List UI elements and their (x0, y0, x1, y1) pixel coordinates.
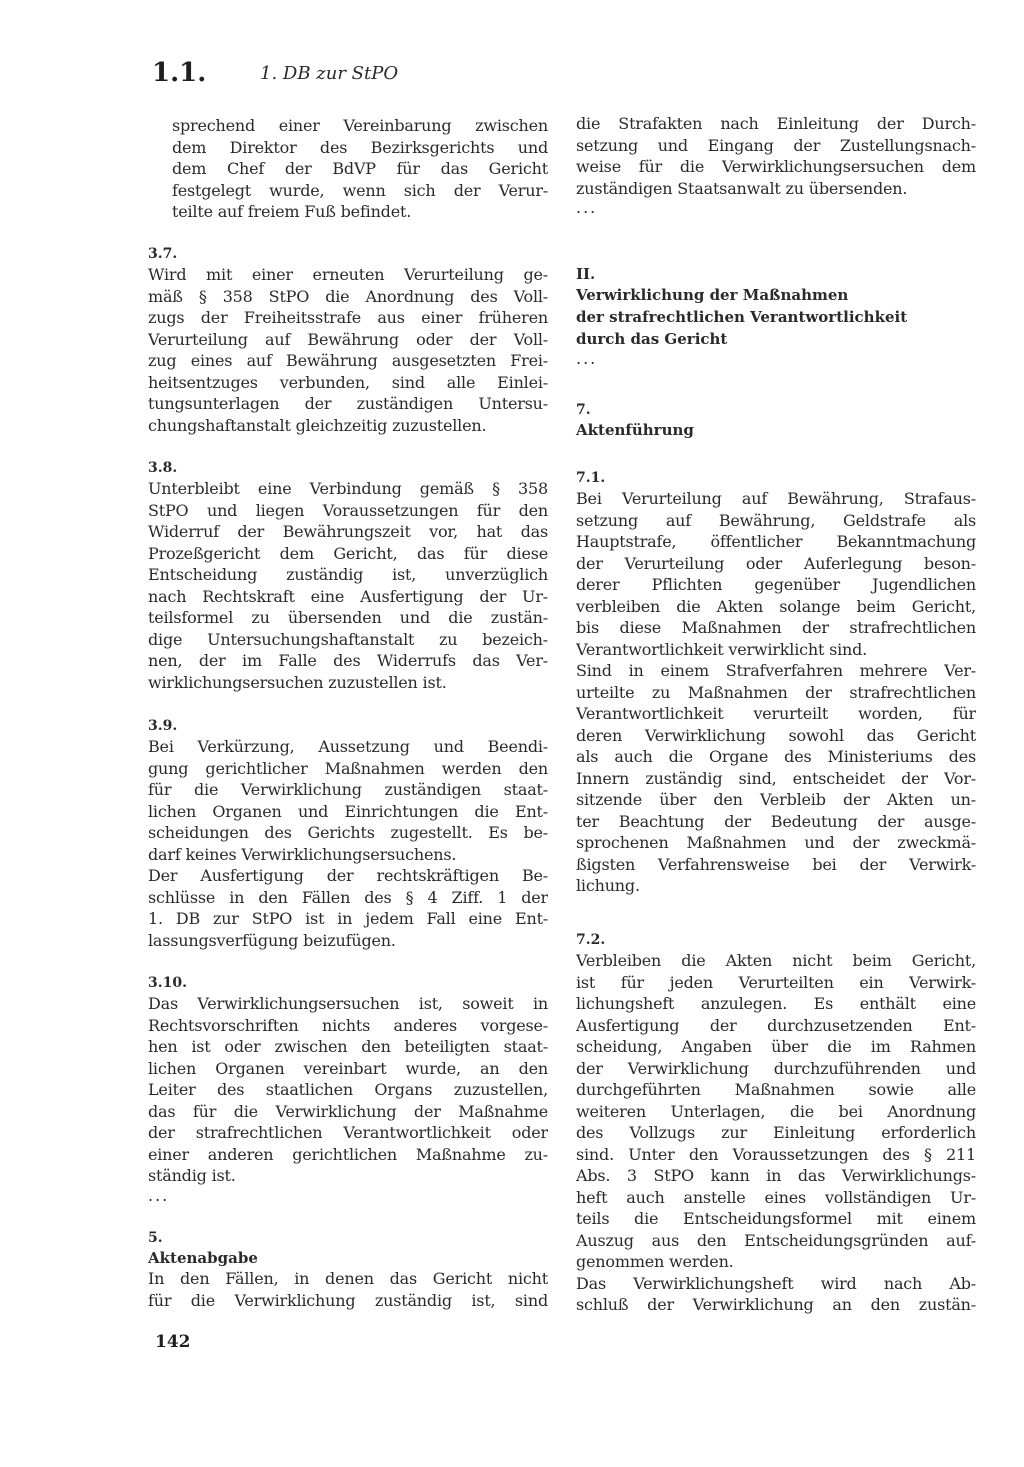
text-line: deren Verwirklichung sowohl das Gericht (576, 725, 976, 745)
page-number: 142 (155, 1332, 191, 1352)
text-line: verbleiben die Akten solange beim Gericht, (576, 596, 976, 616)
section-heading: 3.8. (148, 460, 178, 476)
text-line: Sind in einem Strafverfahren mehrere Ver- (576, 661, 976, 680)
text-line: lichen Organen vereinbart wurde, an den (148, 1058, 548, 1078)
ellipsis: ... (148, 1185, 170, 1205)
text-line: Verbleiben die Akten nicht beim Gericht, (576, 951, 976, 970)
text-line: festgelegt wurde, wenn sich der Verur- (172, 180, 548, 200)
text-line: ßigsten Verfahrensweise bei der Verwirk- (576, 854, 976, 874)
part-heading: II. (576, 265, 596, 283)
text-line: dem Direktor des Bezirksgerichts und (172, 137, 548, 157)
text-line: der Verurteilung oder Auferlegung beson- (576, 553, 976, 573)
text-line: zug eines auf Bewährung ausgesetzten Frei- (148, 351, 548, 370)
text-line: die Strafakten nach Einleitung der Durch- (576, 114, 976, 133)
text-line: Ausfertigung der durchzusetzenden Ent- (576, 1015, 976, 1035)
text-line: ter Beachtung der Bedeutung der ausge- (576, 811, 976, 831)
text-line: zugs der Freiheitsstrafe aus einer früheren (148, 308, 548, 327)
ellipsis: ... (576, 349, 598, 368)
text-line: lichungsheft anzulegen. Es enthält eine (576, 994, 976, 1013)
section-heading: 3.7. (148, 246, 178, 262)
text-line: Wird mit einer erneuten Verurteilung ge- (148, 265, 548, 284)
text-line: 1. DB zur StPO ist in jedem Fall eine Ent- (148, 909, 548, 928)
text-line: sprochenen Maßnahmen und der zweckmä- (576, 833, 976, 852)
text-line: ständig ist. (148, 1166, 236, 1185)
text-line: teilsformel zu übersenden und die zustän- (148, 608, 548, 627)
section-5 (148, 1228, 548, 1311)
section-title: Aktenführung (576, 421, 694, 439)
text-line: einer anderen gerichtlichen Maßnahme zu- (148, 1144, 548, 1164)
text-line: bis diese Maßnahmen der strafrechtlichen (576, 618, 976, 637)
text-line: Das Verwirklichungsersuchen ist, soweit in (148, 994, 548, 1013)
text-line: mäß § 358 StPO die Anordnung des Voll- (148, 286, 548, 306)
text-line: sitzende über den Verbleib der Akten un- (576, 790, 976, 809)
text-line: Unterbleibt eine Verbindung gemäß § 358 (148, 479, 548, 498)
section-heading: 7.1. (576, 470, 606, 486)
text-line: Leiter des staatlichen Organs zuzustellen, (148, 1080, 548, 1099)
section-7 (576, 400, 976, 440)
text-line: Rechtsvorschriften nichts anderes vorgese- (148, 1015, 548, 1035)
section-heading: 3.9. (148, 718, 178, 734)
section-heading: 5. (148, 1230, 163, 1246)
text-line: schlüsse in den Fällen des § 4 Ziff. 1 der (148, 887, 548, 907)
left-intro-paragraph (148, 115, 548, 223)
section-7-1 (576, 468, 976, 897)
text-line: teilte auf freiem Fuß befindet. (172, 202, 412, 221)
text-line: schluß der Verwirklichung an den zustän- (576, 1295, 976, 1314)
right-intro-paragraph (576, 113, 976, 217)
text-line: weiteren Unterlagen, die bei Anordnung (576, 1101, 976, 1121)
text-line: Widerruf der Bewährungszeit vor, hat das (148, 522, 548, 541)
text-line: nach Rechtskraft eine Ausfertigung der Ur- (148, 586, 548, 606)
text-line: für die Verwirklichung zuständigen staat- (148, 780, 548, 799)
text-line: Entscheidung zuständig ist, unverzüglich (148, 565, 548, 584)
part-ii (576, 264, 976, 368)
text-line: scheidungen des Gerichts zugestellt. Es be- (148, 823, 548, 842)
text-line: für die Verwirklichung zuständig ist, sind (148, 1290, 548, 1310)
text-line: der Verwirklichung durchzuführenden und (576, 1058, 976, 1078)
text-line: Das Verwirklichungsheft wird nach Ab- (576, 1273, 976, 1293)
text-line: dem Chef der BdVP für das Gericht (172, 159, 548, 178)
text-line: lichen Organen und Einrichtungen die Ent- (148, 801, 548, 821)
text-line: teils die Entscheidungsformel mit einem (576, 1209, 976, 1228)
text-line: Abs. 3 StPO kann in das Verwirklichungs- (576, 1166, 976, 1185)
text-line: genommen werden. (576, 1252, 734, 1271)
text-line: urteilte zu Maßnahmen der strafrechtlichen (576, 682, 976, 702)
text-line: Bei Verkürzung, Aussetzung und Beendi- (148, 737, 548, 756)
part-title-line: der strafrechtlichen Verantwortlichkeit (576, 308, 908, 326)
text-line: sprechend einer Vereinbarung zwischen (172, 116, 548, 135)
text-line: setzung auf Bewährung, Geldstrafe als (576, 510, 976, 530)
text-line: lassungsverfügung beizufügen. (148, 930, 396, 950)
text-line: Prozeßgericht dem Gericht, das für diese (148, 543, 548, 563)
text-line: Bei Verurteilung auf Bewährung, Strafaus- (576, 489, 976, 508)
text-line: Der Ausfertigung der rechtskräftigen Be- (148, 866, 548, 885)
text-line: das für die Verwirklichung der Maßnahme (148, 1101, 548, 1121)
text-line: der strafrechtlichen Verantwortlichkeit oder (148, 1123, 548, 1142)
section-3-8 (148, 458, 548, 693)
text-line: ist für jeden Verurteilten ein Verwirk- (576, 972, 976, 992)
text-line: sind. Unter den Voraussetzungen des § 211 (576, 1144, 976, 1164)
text-line: nen, der im Falle des Widerrufs das Ver- (148, 651, 548, 670)
text-line: Verantwortlichkeit verurteilt worden, für (576, 704, 976, 723)
text-line: Hauptstrafe, öffentlicher Bekanntmachung (576, 532, 976, 551)
text-line: StPO und liegen Voraussetzungen für den (148, 500, 548, 520)
text-line: chungshaftanstalt gleichzeitig zuzustellen. (148, 415, 487, 435)
section-3-9 (148, 716, 548, 951)
text-line: des Vollzugs zur Einleitung erforderlich (576, 1123, 976, 1142)
text-line: zuständigen Staatsanwalt zu übersenden. (576, 178, 908, 198)
text-line: Auszug aus den Entscheidungsgründen auf- (576, 1230, 976, 1250)
text-line: lichung. (576, 876, 640, 895)
text-line: darf keines Verwirklichungsersuchens. (148, 844, 457, 864)
text-line: heitsentzuges verbunden, sind alle Einlei- (148, 372, 548, 392)
section-title: Aktenabgabe (148, 1249, 258, 1267)
header-section-number: 1.1. (152, 58, 207, 88)
section-heading: 3.10. (148, 975, 187, 991)
text-line: wirklichungsersuchen zuzustellen ist. (148, 672, 447, 692)
section-3-7 (148, 244, 548, 436)
text-line: als auch die Organe des Ministeriums des (576, 747, 976, 766)
section-3-10 (148, 973, 548, 1205)
section-7-2 (576, 930, 976, 1316)
text-line: derer Pflichten gegenüber Jugendlichen (576, 575, 976, 594)
ellipsis: ... (576, 198, 598, 217)
text-line: Verurteilung auf Bewährung oder der Voll- (148, 329, 548, 349)
text-line: setzung und Eingang der Zustellungsnach- (576, 135, 976, 155)
text-line: In den Fällen, in denen das Gericht nicht (148, 1269, 548, 1288)
section-heading: 7. (576, 402, 591, 418)
part-title-line: Verwirklichung der Maßnahmen (576, 286, 849, 304)
text-line: gung gerichtlicher Maßnahmen werden den (148, 758, 548, 778)
text-line: Verantwortlichkeit verwirklicht sind. (576, 639, 868, 659)
part-title-line: durch das Gericht (576, 330, 728, 348)
text-line: scheidung, Angaben über die im Rahmen (576, 1037, 976, 1056)
text-line: weise für die Verwirklichungsersuchen dem (576, 157, 976, 176)
section-heading: 7.2. (576, 932, 606, 948)
text-line: heft auch anstelle eines vollständigen Ur- (576, 1187, 976, 1207)
header-title: 1. DB zur StPO (260, 63, 399, 84)
text-line: tungsunterlagen der zuständigen Untersu- (148, 394, 548, 413)
text-line: hen ist oder zwischen den beteiligten staat- (148, 1037, 548, 1056)
text-line: dige Untersuchungshaftanstalt zu bezeich- (148, 629, 548, 649)
text-line: durchgeführten Maßnahmen sowie alle (576, 1080, 976, 1099)
text-line: Innern zuständig sind, entscheidet der Vor- (576, 768, 976, 788)
